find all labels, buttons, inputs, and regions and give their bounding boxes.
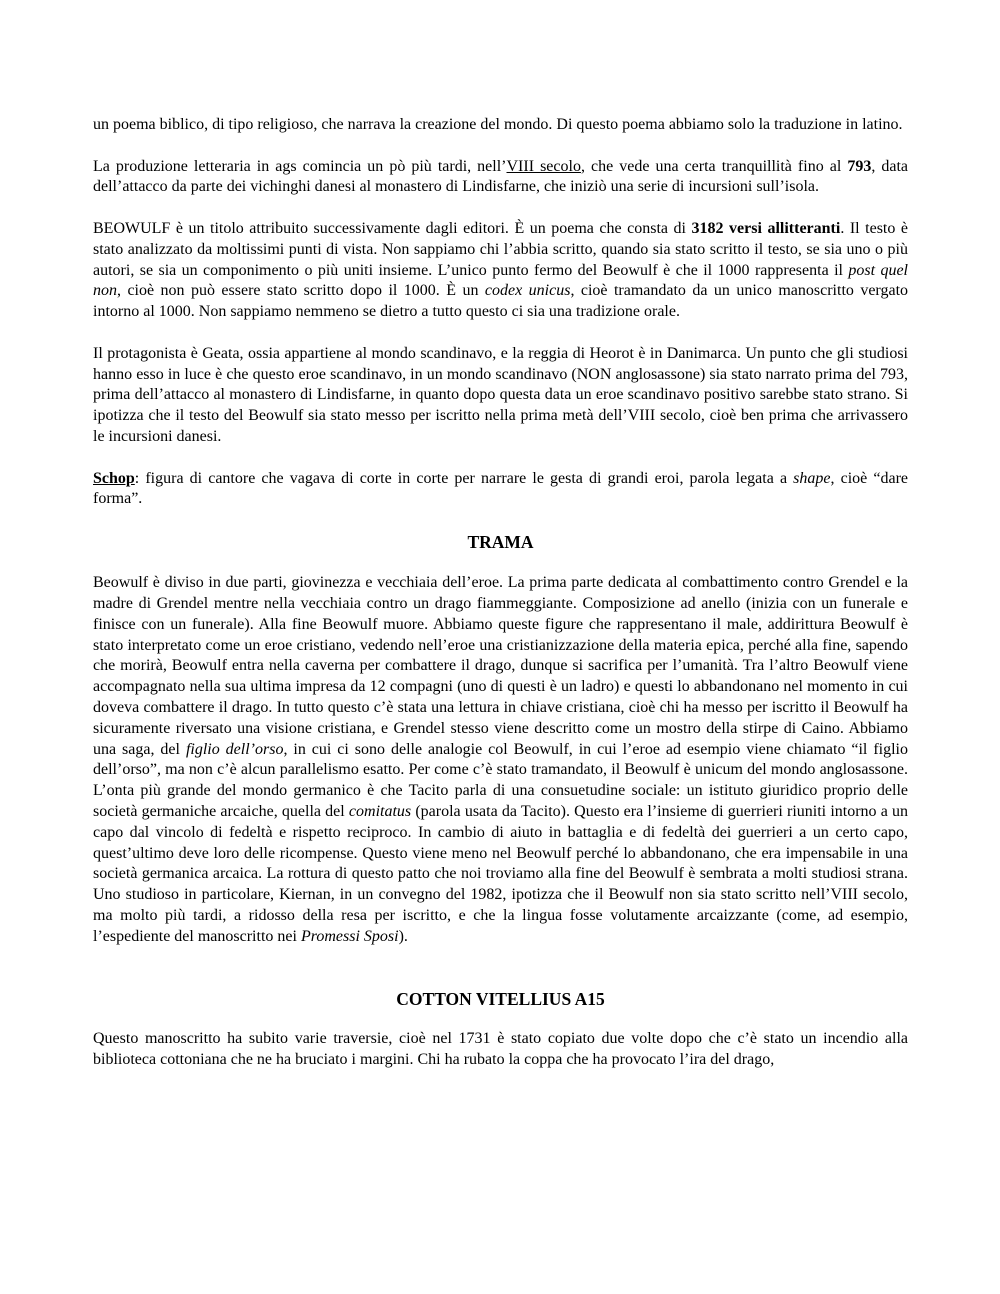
- italic-shape: shape: [793, 469, 831, 487]
- underlined-century: VIII secolo: [506, 157, 581, 175]
- heading-trama: TRAMA: [467, 532, 534, 553]
- term-schop: Schop: [93, 469, 135, 487]
- paragraph-protagonist: Il protagonista è Geata, ossia appartiene al mondo scandinavo, e la reggia di Heorot è in Danimarca. Un punto che gli studiosi hanno esso in luce è che questo eroe scandinavo, in un mondo scandinavo (NON anglosassone) sia stato narrato prima del 793, prima dell’attacco al monastero di Lindisfarne, in quanto dopo questa data un eroe scandinavo positivo sarebbe stato strano. Si ipotizza che il testo del Beowulf sia stato messo per iscritto nella prima metà dell’VIII secolo, cioè ben prima che arrivassero le incursioni danesi.: [93, 344, 908, 445]
- bold-verses: 3182 versi allitteranti: [691, 219, 841, 237]
- heading-cotton-vitellius: COTTON VITELLIUS A15: [396, 989, 605, 1010]
- italic-promessi-sposi: Promessi Sposi: [300, 927, 399, 945]
- italic-codex-unicus: codex unicus: [484, 282, 571, 300]
- bold-year: 793: [847, 157, 872, 175]
- paragraph-schop: Schop: figura di cantore che vagava di corte in corte per narrare le gesta di grandi eroi, parola legata a shape, cioè “dare forma”.: [93, 469, 909, 508]
- italic-post-quel-non: post quel non: [93, 261, 908, 300]
- italic-figlio-dell-orso: figlio dell’orso: [185, 740, 284, 758]
- paragraph-beowulf-title: BEOWULF è un titolo attribuito successivamente dagli editori. È un poema che consta di 3182 versi allitteranti. Il testo è stato analizzato da moltissimi punti di vista. Non sappiamo chi l’abbia scritto, quando sia stato scritto il testo, se sia uno o più autori, se sia un componimento o più uniti insieme. L’unico punto fermo del Beowulf è che il 1000 rappresenta il post quel non, cioè non può essere stato scritto dopo il 1000. È un codex unicus, cioè tramandato da un unico manoscritto vergato intorno al 1000. Non sappiamo nemmeno se dietro a tutto questo ci sia una tradizione orale.: [93, 219, 909, 321]
- paragraph-manuscript: Questo manoscritto ha subito varie traversie, cioè nel 1731 è stato copiato due volte dopo che c’è stato un incendio alla biblioteca cottoniana che ne ha bruciato i margini. Chi ha rubato la coppa che ha provocato l’ira del drago,: [93, 1030, 908, 1069]
- paragraph-trama: Beowulf è diviso in due parti, giovinezza e vecchiaia dell’eroe. La prima parte dedicata al combattimento contro Grendel e la madre di Grendel mentre nella vecchiaia contro un drago fiammeggiante. Composizione ad anello (inizia con un funerale e finisce con un funerale). Alla fine Beowulf muore. Abbiamo queste figure che rappresentano il male, addirittura Beowulf è stato interpretato come un eroe cristiano, vedendo nell’eroe una cristianizzazione della materia epica, perché alla fine, sapendo che morirà, Beowulf entra nella caverna per combattere il drago, dunque si sacrifica per l’umanità. Tra l’altro Beowulf viene accompagnato nella sua ultima impresa da 12 compagni (uno di questi è un ladro) e questi lo abbandonano nel momento in cui doveva combattere il drago. In tutto questo c’è stata una lettura in chiave cristiana, cioè chi ha messo per iscritto il Beowulf ha sicuramente riversato una visione cristiana, e Grendel stesso viene descritto come un mostro della stirpe di Caino. Abbiamo una saga, del figlio dell’orso, in cui ci sono delle analogie col Beowulf, in cui l’eroe ad esempio viene chiamato “il figlio dell’orso”, ma non c’è alcun parallelismo esatto. Per come c’è stato tramandato, il Beowulf è unicum del mondo anglosassone. L’onta più grande del mondo germanico è che Tacito parla di una consuetudine sociale: un istituto giuridico proprio delle società germaniche arcaiche, quella del comitatus (parola usata da Tacito). Questo era l’insieme di guerrieri riuniti intorno a un capo dal vincolo di fedeltà e rispetto reciproco. In cambio di aiuto in battaglia e di fedeltà dei guerrieri a un certo capo, quest’ultimo deve loro delle ricompense. Questo viene meno nel Beowulf perché lo abbandonano, che era impensabile in una società germanica arcaica. La rottura di questo patto che noi troviamo alla fine del Beowulf è sembrata a molti studiosi strana. Uno studioso in particolare, Kiernan, in un convegno del 1982, ipotizza che il Beowulf non sia stato scritto nell’VIII secolo, ma molto più tardi, a ridosso della resa per iscritto, e che la lingua fosse volutamente arcaizzante (come, ad esempio, l’espediente del manoscritto nei Promessi Sposi).: [93, 574, 909, 945]
- italic-comitatus: comitatus: [348, 802, 412, 820]
- paragraph-genesis: un poema biblico, di tipo religioso, che narrava la creazione del mondo. Di questo poema abbiamo solo la traduzione in latino.: [93, 116, 903, 133]
- page-content: [93, 115, 908, 1071]
- paragraph-production: La produzione letteraria in ags comincia un pò più tardi, nell’VIII secolo, che vede una certa tranquillità fino al 793, data dell’attacco da parte dei vichinghi danesi al monastero di Lindisfarne, che iniziò una serie di incursioni sull’isola.: [93, 157, 908, 196]
